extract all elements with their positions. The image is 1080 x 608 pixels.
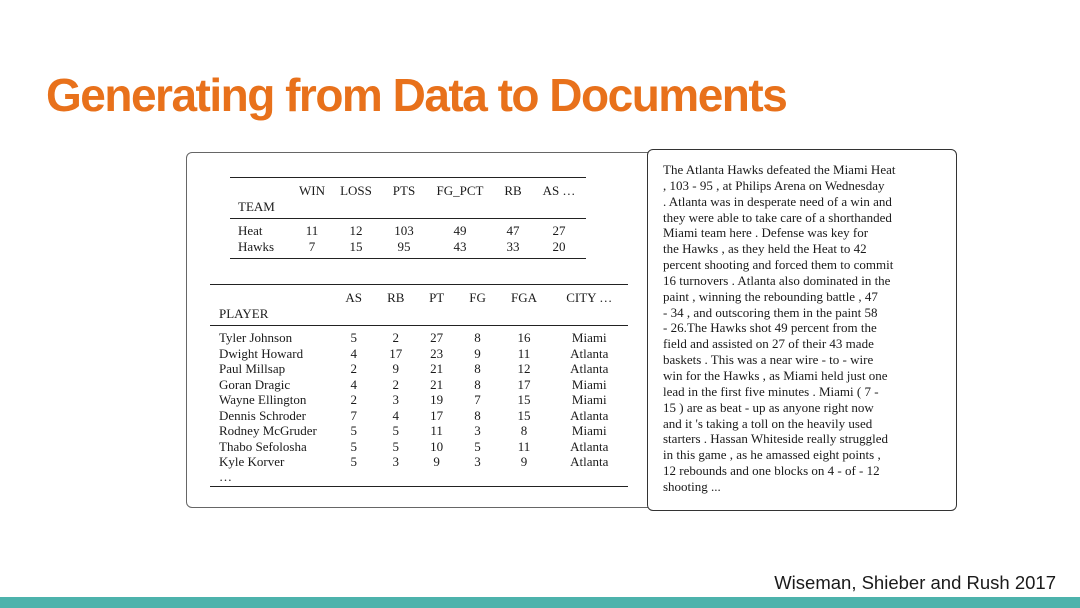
table-row [230, 219, 586, 239]
summary-line: the Hawks , as they held the Heat to 42 [663, 241, 867, 257]
row-label: Dennis Schroder [219, 407, 307, 423]
table-row-ellipsis [210, 470, 628, 487]
table-cell: 4 [350, 376, 357, 392]
summary-line: The Atlanta Hawks defeated the Miami Heat [663, 162, 896, 177]
table-cell: 11 [305, 223, 319, 238]
table-cell: 47 [506, 223, 520, 238]
table-cell: Atlanta [570, 361, 609, 376]
table-cell: 23 [430, 345, 444, 361]
table-cell: 8 [474, 376, 481, 392]
table-cell: 15 [517, 407, 531, 423]
table-cell: 3 [474, 454, 481, 469]
table-cell: 5 [392, 438, 399, 454]
summary-line: 16 turnovers . Atlanta also dominated in the [663, 272, 891, 288]
table-cell: Atlanta [570, 454, 609, 469]
row-label: Paul Millsap [219, 361, 286, 376]
column-header: CITY … [566, 290, 613, 305]
column-header: FGA [510, 290, 537, 305]
column-header: LOSS [340, 183, 372, 198]
summary-line: . Atlanta was in desperate need of a win and [663, 193, 892, 209]
table-row [210, 377, 628, 393]
summary-line: starters . Hassan Whiteside really struggled [663, 431, 889, 447]
column-header: AS … [542, 183, 576, 198]
row-label: Thabo Sefolosha [219, 438, 307, 454]
table-cell: Atlanta [570, 438, 609, 454]
player-table-header-row [210, 285, 628, 306]
table-cell: 2 [392, 376, 399, 392]
row-label: Goran Dragic [219, 376, 291, 392]
table-cell: 20 [552, 238, 566, 254]
table-cell: 2 [350, 361, 357, 376]
summary-line: 12 rebounds and one blocks on 4 - of - 12 [663, 463, 880, 479]
table-cell: 27 [430, 330, 444, 345]
table-cell: 2 [392, 330, 399, 345]
column-header: FG [469, 290, 486, 305]
row-header-label: TEAM [230, 199, 294, 219]
table-cell: 17 [517, 376, 531, 392]
summary-line: field and assisted on 27 of their 43 made [663, 336, 874, 352]
table-cell: 9 [474, 345, 481, 361]
summary-line: they were able to take care of a shorthanded [663, 209, 892, 225]
summary-line: Miami team here . Defense was key for [663, 225, 869, 241]
table-cell: 5 [350, 330, 357, 345]
column-header: AS [345, 290, 363, 305]
row-label: Heat [238, 223, 263, 238]
column-header: RB [504, 183, 522, 198]
team-stats-table [230, 177, 586, 259]
table-cell: 16 [517, 330, 531, 345]
row-label: Dwight Howard [219, 345, 304, 361]
table-cell: 5 [392, 423, 399, 438]
summary-line: and it 's taking a toll on the heavily used [663, 415, 873, 431]
table-cell: 11 [517, 438, 531, 454]
generated-summary-panel [647, 149, 957, 511]
table-cell: 3 [392, 454, 399, 469]
table-cell: 5 [350, 454, 357, 469]
table-cell: 49 [453, 223, 467, 238]
team-table-header-row [230, 178, 586, 199]
table-row [210, 392, 628, 408]
table-cell: 15 [349, 238, 363, 254]
table-cell: 21 [430, 361, 444, 376]
summary-text [663, 162, 947, 495]
table-cell: 12 [349, 223, 363, 238]
table-cell: 12 [517, 361, 531, 376]
table-cell: 9 [520, 454, 528, 469]
summary-line: , 103 - 95 , at Philips Arena on Wednesday [663, 177, 885, 193]
table-row [230, 239, 586, 259]
table-row [210, 346, 628, 362]
table-cell: 17 [430, 407, 444, 423]
summary-line: 15 ) are as beat - up as anyone right now [663, 399, 874, 415]
table-cell: 8 [474, 407, 481, 423]
ellipsis: … [219, 468, 232, 484]
column-header: RB [387, 290, 405, 305]
table-row [210, 423, 628, 439]
table-cell: 5 [474, 438, 481, 454]
table-cell: 9 [433, 454, 440, 469]
table-cell: 17 [389, 345, 403, 361]
table-cell: 5 [350, 438, 357, 454]
table-cell: 33 [506, 238, 520, 254]
table-cell: 3 [392, 392, 399, 407]
column-header: FG_PCT [436, 183, 484, 198]
table-row [210, 439, 628, 455]
table-row [210, 326, 628, 346]
table-cell: 8 [474, 361, 481, 376]
table-row [210, 408, 628, 424]
column-header: PT [429, 290, 445, 305]
table-cell: 103 [394, 223, 414, 238]
slide-title: Generating from Data to Documents [46, 69, 787, 121]
table-cell: Miami [571, 423, 607, 438]
table-cell: 43 [453, 238, 467, 254]
table-cell: 19 [430, 392, 444, 407]
summary-line: percent shooting and forced them to commit [663, 257, 894, 273]
row-header-label: PLAYER [210, 306, 332, 326]
table-cell: 7 [474, 392, 481, 407]
summary-line: shooting ... [663, 478, 721, 494]
table-cell: 21 [430, 376, 444, 392]
summary-line: - 34 , and outscoring them in the paint 58 [663, 304, 878, 320]
data-records-panel [186, 152, 658, 508]
table-cell: 10 [430, 438, 444, 454]
row-label: Kyle Korver [219, 454, 285, 469]
table-row [210, 361, 628, 377]
table-cell: Miami [571, 392, 607, 407]
table-cell: 3 [474, 423, 481, 438]
table-cell: 11 [430, 423, 443, 438]
summary-line: paint , winning the rebounding battle , 47 [663, 288, 878, 304]
table-cell: 15 [517, 392, 531, 407]
summary-line: baskets . This was a near wire - to - wire [663, 352, 874, 368]
table-row [210, 454, 628, 470]
table-cell: 9 [392, 361, 399, 376]
table-cell: 8 [474, 330, 481, 345]
table-cell: 7 [308, 238, 316, 254]
table-cell: 4 [350, 345, 357, 361]
table-cell: 4 [392, 407, 399, 423]
row-label: Rodney McGruder [219, 423, 317, 438]
table-cell: 27 [552, 223, 566, 238]
row-label: Tyler Johnson [219, 330, 293, 345]
table-cell: 5 [350, 423, 357, 438]
column-header: PTS [392, 183, 416, 198]
table-cell: 7 [350, 407, 357, 423]
summary-line: win for the Hawks , as Miami held just one [663, 367, 888, 383]
footer-bar [0, 597, 1080, 608]
table-cell: Atlanta [570, 345, 609, 361]
table-cell: 2 [350, 392, 357, 407]
summary-line: - 26.The Hawks shot 49 percent from the [663, 320, 877, 336]
column-header: WIN [299, 183, 325, 198]
row-label: Wayne Ellington [219, 392, 307, 407]
citation: Wiseman, Shieber and Rush 2017 [774, 572, 1056, 593]
table-cell: 95 [397, 238, 411, 254]
summary-line: lead in the first five minutes . Miami ( 7 - [663, 383, 879, 399]
table-cell: 11 [517, 345, 531, 361]
row-label: Hawks [238, 238, 275, 254]
summary-line: in this game , as he amassed eight points , [663, 447, 881, 463]
table-cell: 8 [520, 423, 528, 438]
table-cell: Miami [571, 330, 607, 345]
player-stats-table [210, 284, 628, 487]
table-cell: Miami [571, 376, 607, 392]
table-cell: Atlanta [570, 407, 609, 423]
